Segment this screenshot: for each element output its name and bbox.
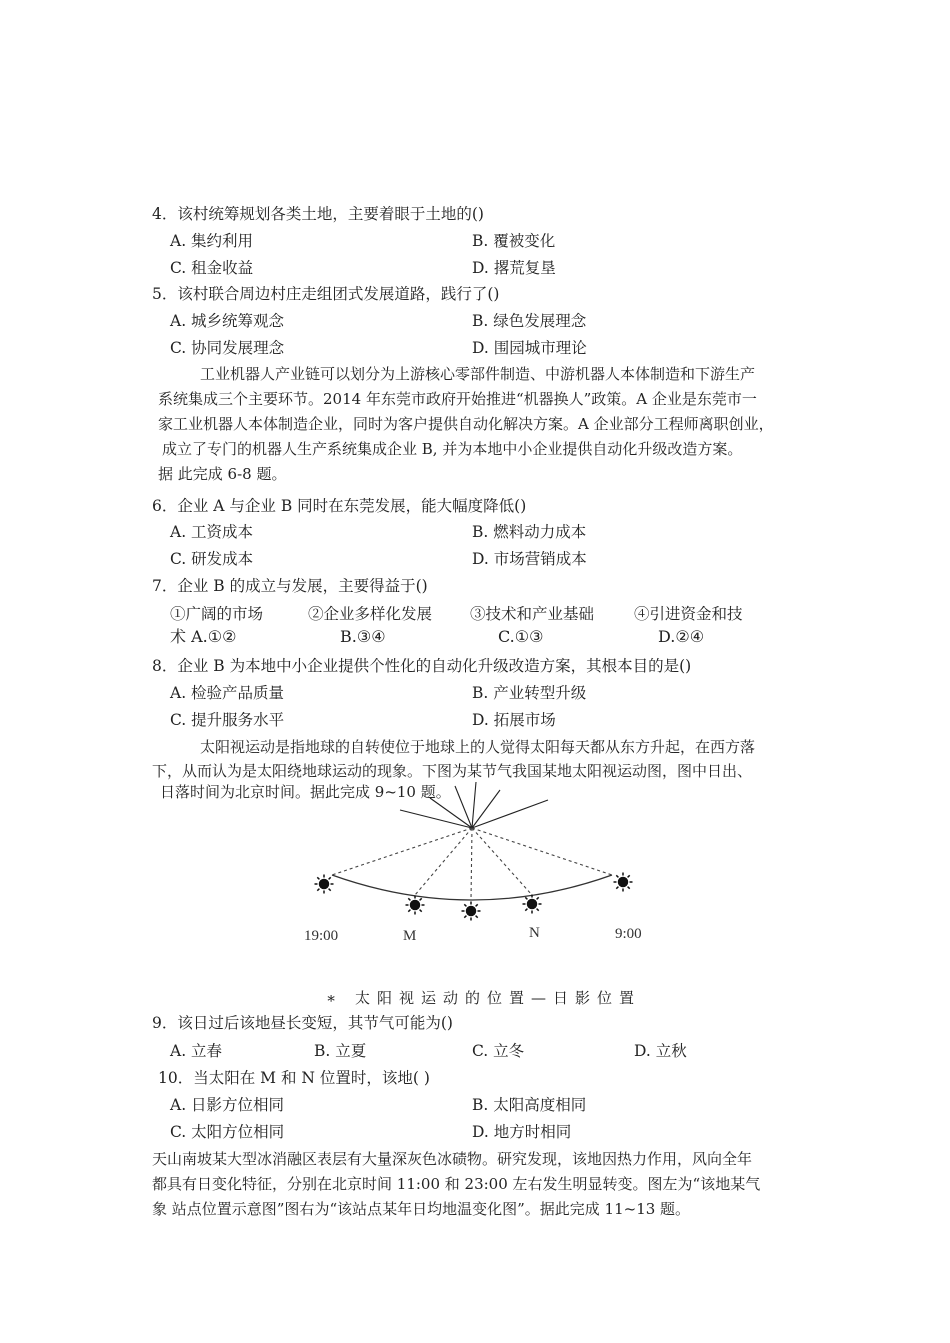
label-m: M	[403, 928, 417, 944]
question-10-option-a: A. 日影方位相同	[170, 1096, 285, 1114]
passage-2-line-3: 日落时间为北京时间。据此完成 9~10 题。	[160, 783, 451, 801]
dashed-line	[332, 828, 472, 875]
question-5-option-a: A. 城乡统筹观念	[170, 312, 285, 330]
question-5-option-b: B. 绿色发展理念	[472, 312, 587, 330]
question-5-option-d: D. 围园城市理论	[472, 339, 587, 357]
passage-1-line-2: 系统集成三个主要环节。2014 年东莞市政府开始推进“机器换人”政策。A 企业是东莞市一	[158, 390, 757, 408]
sun-icon	[406, 896, 425, 915]
passage-1-line-5: 据 此完成 6-8 题。	[158, 465, 287, 483]
label-sunset-time: 19:00	[304, 928, 339, 944]
passage-1-line-1: 工业机器人产业链可以划分为上游核心零部件制造、中游机器人本体制造和下游生产	[200, 365, 756, 383]
question-7-option-c: C.①③	[498, 627, 544, 646]
question-9-option-c: C. 立冬	[472, 1042, 525, 1060]
question-4-option-c: C. 租金收益	[170, 259, 254, 277]
figure-caption: ∗ 太阳视运动的位置—日影位置	[326, 989, 641, 1007]
ray-line	[400, 810, 472, 828]
passage-1-line-3: 家工业机器人本体制造企业，同时为客户提供自动化解决方案。A 企业部分工程师离职创业，	[158, 415, 774, 433]
question-7-item-3: ③技术和产业基础	[470, 605, 595, 623]
question-7-stem: 7．企业 B 的成立与发展，主要得益于()	[152, 577, 428, 595]
question-8-option-a: A. 检验产品质量	[170, 684, 285, 702]
question-9-option-a: A. 立春	[170, 1042, 223, 1060]
question-8-option-c: C. 提升服务水平	[170, 711, 285, 729]
question-10-option-b: B. 太阳高度相同	[472, 1096, 587, 1114]
question-8-stem: 8．企业 B 为本地中小企业提供个性化的自动化升级改造方案，其根本目的是()	[152, 657, 692, 675]
question-9-stem: 9．该日过后该地昼长变短，其节气可能为()	[152, 1014, 453, 1032]
question-8-option-b: B. 产业转型升级	[472, 684, 587, 702]
question-4-option-d: D. 撂荒复垦	[472, 259, 556, 277]
question-4-option-a: A. 集约利用	[170, 232, 254, 250]
passage-3-line-2: 都具有日变化特征，分别在北京时间 11:00 和 23:00 左右发生明显转变。图左为“该地某气	[152, 1175, 761, 1193]
question-6-option-a: A. 工资成本	[170, 523, 254, 541]
ray-line	[472, 800, 548, 828]
passage-1-line-4: 成立了专门的机器人生产系统集成企业 B, 并为本地中小企业提供自动化升级改造方案。	[162, 440, 743, 458]
question-6-option-b: B. 燃料动力成本	[472, 523, 587, 541]
sun-icon	[523, 895, 542, 914]
question-9-option-d: D. 立秋	[634, 1042, 687, 1060]
passage-3-line-1: 天山南坡某大型冰消融区表层有大量深灰色冰碛物。研究发现，该地因热力作用，风向全年	[152, 1150, 753, 1168]
passage-2-line-1: 太阳视运动是指地球的自转使位于地球上的人觉得太阳每天都从东方升起，在西方落	[200, 738, 756, 756]
sun-icon	[462, 902, 481, 921]
question-4-stem: 4．该村统筹规划各类土地，主要着眼于土地的()	[152, 205, 484, 223]
question-7-item-4: ④引进资金和技	[634, 605, 743, 623]
question-4-option-b: B. 覆被变化	[472, 232, 556, 250]
dashed-line	[471, 828, 472, 900]
question-9-option-b: B. 立夏	[314, 1042, 367, 1060]
label-sunrise-time: 9:00	[615, 926, 642, 942]
question-5-option-c: C. 协同发展理念	[170, 339, 285, 357]
question-10-stem: 10．当太阳在 M 和 N 位置时，该地( )	[158, 1069, 430, 1087]
sun-path-arc	[332, 875, 612, 900]
question-5-stem: 5．该村联合周边村庄走组团式发展道路，践行了()	[152, 285, 500, 303]
question-7-option-a: 术 A.①②	[170, 627, 237, 646]
question-10-option-c: C. 太阳方位相同	[170, 1123, 285, 1141]
passage-2-line-2: 下，从而认为是太阳绕地球运动的现象。下图为某节气我国某地太阳视运动图，图中日出、	[152, 762, 753, 780]
passage-3-line-3: 象 站点位置示意图”图右为“该站点某年日均地温变化图”。据此完成 11~13 题。	[152, 1200, 691, 1218]
question-7-option-d: D.②④	[658, 627, 705, 646]
sun-motion-diagram	[290, 780, 670, 960]
question-6-option-d: D. 市场营销成本	[472, 550, 587, 568]
question-6-option-c: C. 研发成本	[170, 550, 254, 568]
question-10-option-d: D. 地方时相同	[472, 1123, 572, 1141]
question-7-option-b: B.③④	[340, 627, 386, 646]
question-8-option-d: D. 拓展市场	[472, 711, 556, 729]
question-7-item-1: ①广阔的市场	[170, 605, 264, 623]
sun-icon	[614, 873, 633, 892]
sun-icon	[315, 875, 334, 894]
question-6-stem: 6．企业 A 与企业 B 同时在东莞发展，能大幅度降低()	[152, 497, 527, 515]
ray-line	[472, 782, 476, 828]
label-n: N	[529, 925, 540, 941]
question-7-item-2: ②企业多样化发展	[308, 605, 433, 623]
